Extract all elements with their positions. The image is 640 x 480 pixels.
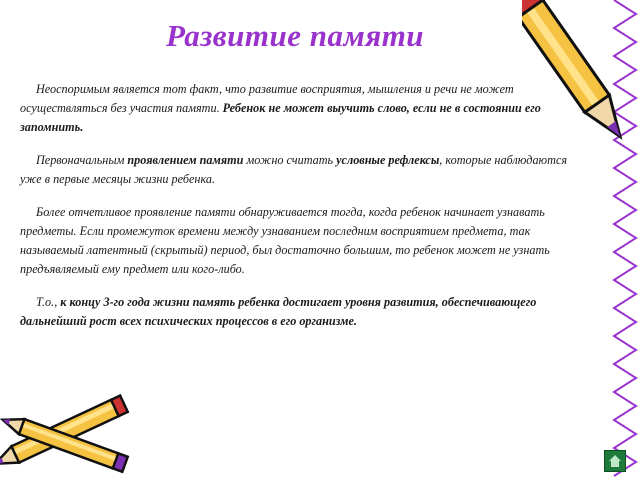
paragraph-2-emphasis-b: условные рефлексы	[336, 153, 440, 167]
paragraph-2-text-a: Первоначальным	[36, 153, 128, 167]
home-button[interactable]	[604, 450, 626, 472]
paragraph-4-text: Т.о.,	[36, 295, 61, 309]
crossed-pencils-icon	[0, 380, 140, 480]
paragraph-1	[20, 80, 585, 137]
slide-title: Развитие памяти	[165, 18, 425, 53]
paragraph-2-emphasis-a: проявлением памяти	[127, 153, 244, 167]
paragraph-4-emphasis: к концу 3-го года жизни память ребенка достигает уровня развития, обеспечивающего дальнейший рост всех психических процессов в его организме.	[20, 295, 537, 328]
paragraph-3-text: Более отчетливое проявление памяти обнаруживается тогда, когда ребенок начинает узнавать предметы. Если промежуток времени между узнаванием последним восприятием предмета, так называемый латентный (скрытый) период, был достаточно большим, то ребенок может не узнать предъявляемый ему предмет или кого-либо.	[20, 205, 550, 276]
paragraph-4	[20, 293, 585, 331]
paragraph-2-text-b: можно считать	[243, 153, 337, 167]
paragraph-1-emphasis: Ребенок не может выучить слово, если не в состоянии его запомнить.	[20, 101, 541, 134]
paragraph-3	[20, 203, 585, 279]
paragraph-2-text-c: , которые наблюдаются уже в первые месяцы жизни ребенка.	[20, 153, 568, 186]
paragraph-1-text: Неоспоримым является тот факт, что развитие восприятия, мышления и речи не может осуществляться без участия памяти.	[20, 82, 514, 115]
body-text	[20, 80, 585, 345]
paragraph-2	[20, 151, 585, 189]
home-icon	[608, 454, 622, 468]
